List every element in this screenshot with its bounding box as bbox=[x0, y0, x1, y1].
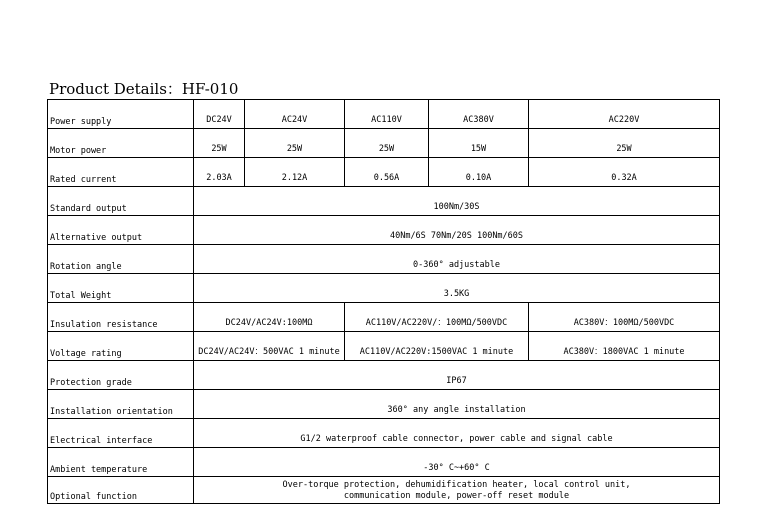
table-row-voltage-rating bbox=[48, 332, 720, 361]
table-cell: 15W bbox=[429, 129, 529, 158]
row-label: Optional function bbox=[48, 477, 194, 504]
table-cell: DC24V/AC24V：500VAC 1 minute bbox=[194, 332, 345, 361]
table-row-installation-orientation bbox=[48, 390, 720, 419]
table-row-ambient-temperature bbox=[48, 448, 720, 477]
table-row-total-weight bbox=[48, 274, 720, 303]
table-cell: AC380V bbox=[429, 100, 529, 129]
row-label: Ambient temperature bbox=[48, 448, 194, 477]
row-label: Rotation angle bbox=[48, 245, 194, 274]
table-cell: AC110V/AC220V:1500VAC 1 minute bbox=[345, 332, 529, 361]
table-cell: 25W bbox=[345, 129, 429, 158]
table-row-protection-grade bbox=[48, 361, 720, 390]
row-label: Voltage rating bbox=[48, 332, 194, 361]
table-row-standard-output bbox=[48, 187, 720, 216]
table-cell: AC380V：1800VAC 1 minute bbox=[529, 332, 720, 361]
table-cell: 360° any angle installation bbox=[194, 390, 720, 419]
table-cell: 25W bbox=[245, 129, 345, 158]
table-cell: -30° C~+60° C bbox=[194, 448, 720, 477]
table-cell: 2.03A bbox=[194, 158, 245, 187]
table-cell: 0.10A bbox=[429, 158, 529, 187]
table-cell: AC110V/AC220V/：100MΩ/500VDC bbox=[345, 303, 529, 332]
product-spec-table bbox=[47, 99, 720, 504]
row-label: Protection grade bbox=[48, 361, 194, 390]
row-label: Motor power bbox=[48, 129, 194, 158]
table-row-rated-current bbox=[48, 158, 720, 187]
table-cell: AC380V：100MΩ/500VDC bbox=[529, 303, 720, 332]
cell-line: Over-torque protection, dehumidification heater, local control unit, bbox=[282, 480, 631, 490]
table-cell: AC24V bbox=[245, 100, 345, 129]
table-row-motor-power bbox=[48, 129, 720, 158]
table-row-optional-function bbox=[48, 477, 720, 504]
cell-line: communication module, power-off reset module bbox=[343, 491, 570, 501]
table-row-rotation-angle bbox=[48, 245, 720, 274]
table-row-alternative-output bbox=[48, 216, 720, 245]
row-label: Total Weight bbox=[48, 274, 194, 303]
row-label: Standard output bbox=[48, 187, 194, 216]
table-cell: 25W bbox=[194, 129, 245, 158]
table-cell: 25W bbox=[529, 129, 720, 158]
row-label: Power supply bbox=[48, 100, 194, 129]
table-cell: 0.56A bbox=[345, 158, 429, 187]
row-label: Rated current bbox=[48, 158, 194, 187]
row-label: Electrical interface bbox=[48, 419, 194, 448]
table-cell: AC110V bbox=[345, 100, 429, 129]
table-cell: 0.32A bbox=[529, 158, 720, 187]
table-row-electrical-interface bbox=[48, 419, 720, 448]
table-cell: 0-360° adjustable bbox=[194, 245, 720, 274]
table-row-power-supply bbox=[48, 100, 720, 129]
table-cell: DC24V/AC24V:100MΩ bbox=[194, 303, 345, 332]
row-label: Installation orientation bbox=[48, 390, 194, 419]
table-cell: IP67 bbox=[194, 361, 720, 390]
table-row-insulation-resistance bbox=[48, 303, 720, 332]
table-cell: 100Nm/30S bbox=[194, 187, 720, 216]
table-cell: 2.12A bbox=[245, 158, 345, 187]
table-cell: 40Nm/6S 70Nm/20S 100Nm/60S bbox=[194, 216, 720, 245]
page-title: Product Details：HF-010 bbox=[49, 80, 239, 98]
table-cell: 3.5KG bbox=[194, 274, 720, 303]
row-label: Alternative output bbox=[48, 216, 194, 245]
row-label: Insulation resistance bbox=[48, 303, 194, 332]
table-cell: AC220V bbox=[529, 100, 720, 129]
table-cell: G1/2 waterproof cable connector, power cable and signal cable bbox=[194, 419, 720, 448]
table-cell bbox=[194, 477, 720, 504]
table-cell: DC24V bbox=[194, 100, 245, 129]
